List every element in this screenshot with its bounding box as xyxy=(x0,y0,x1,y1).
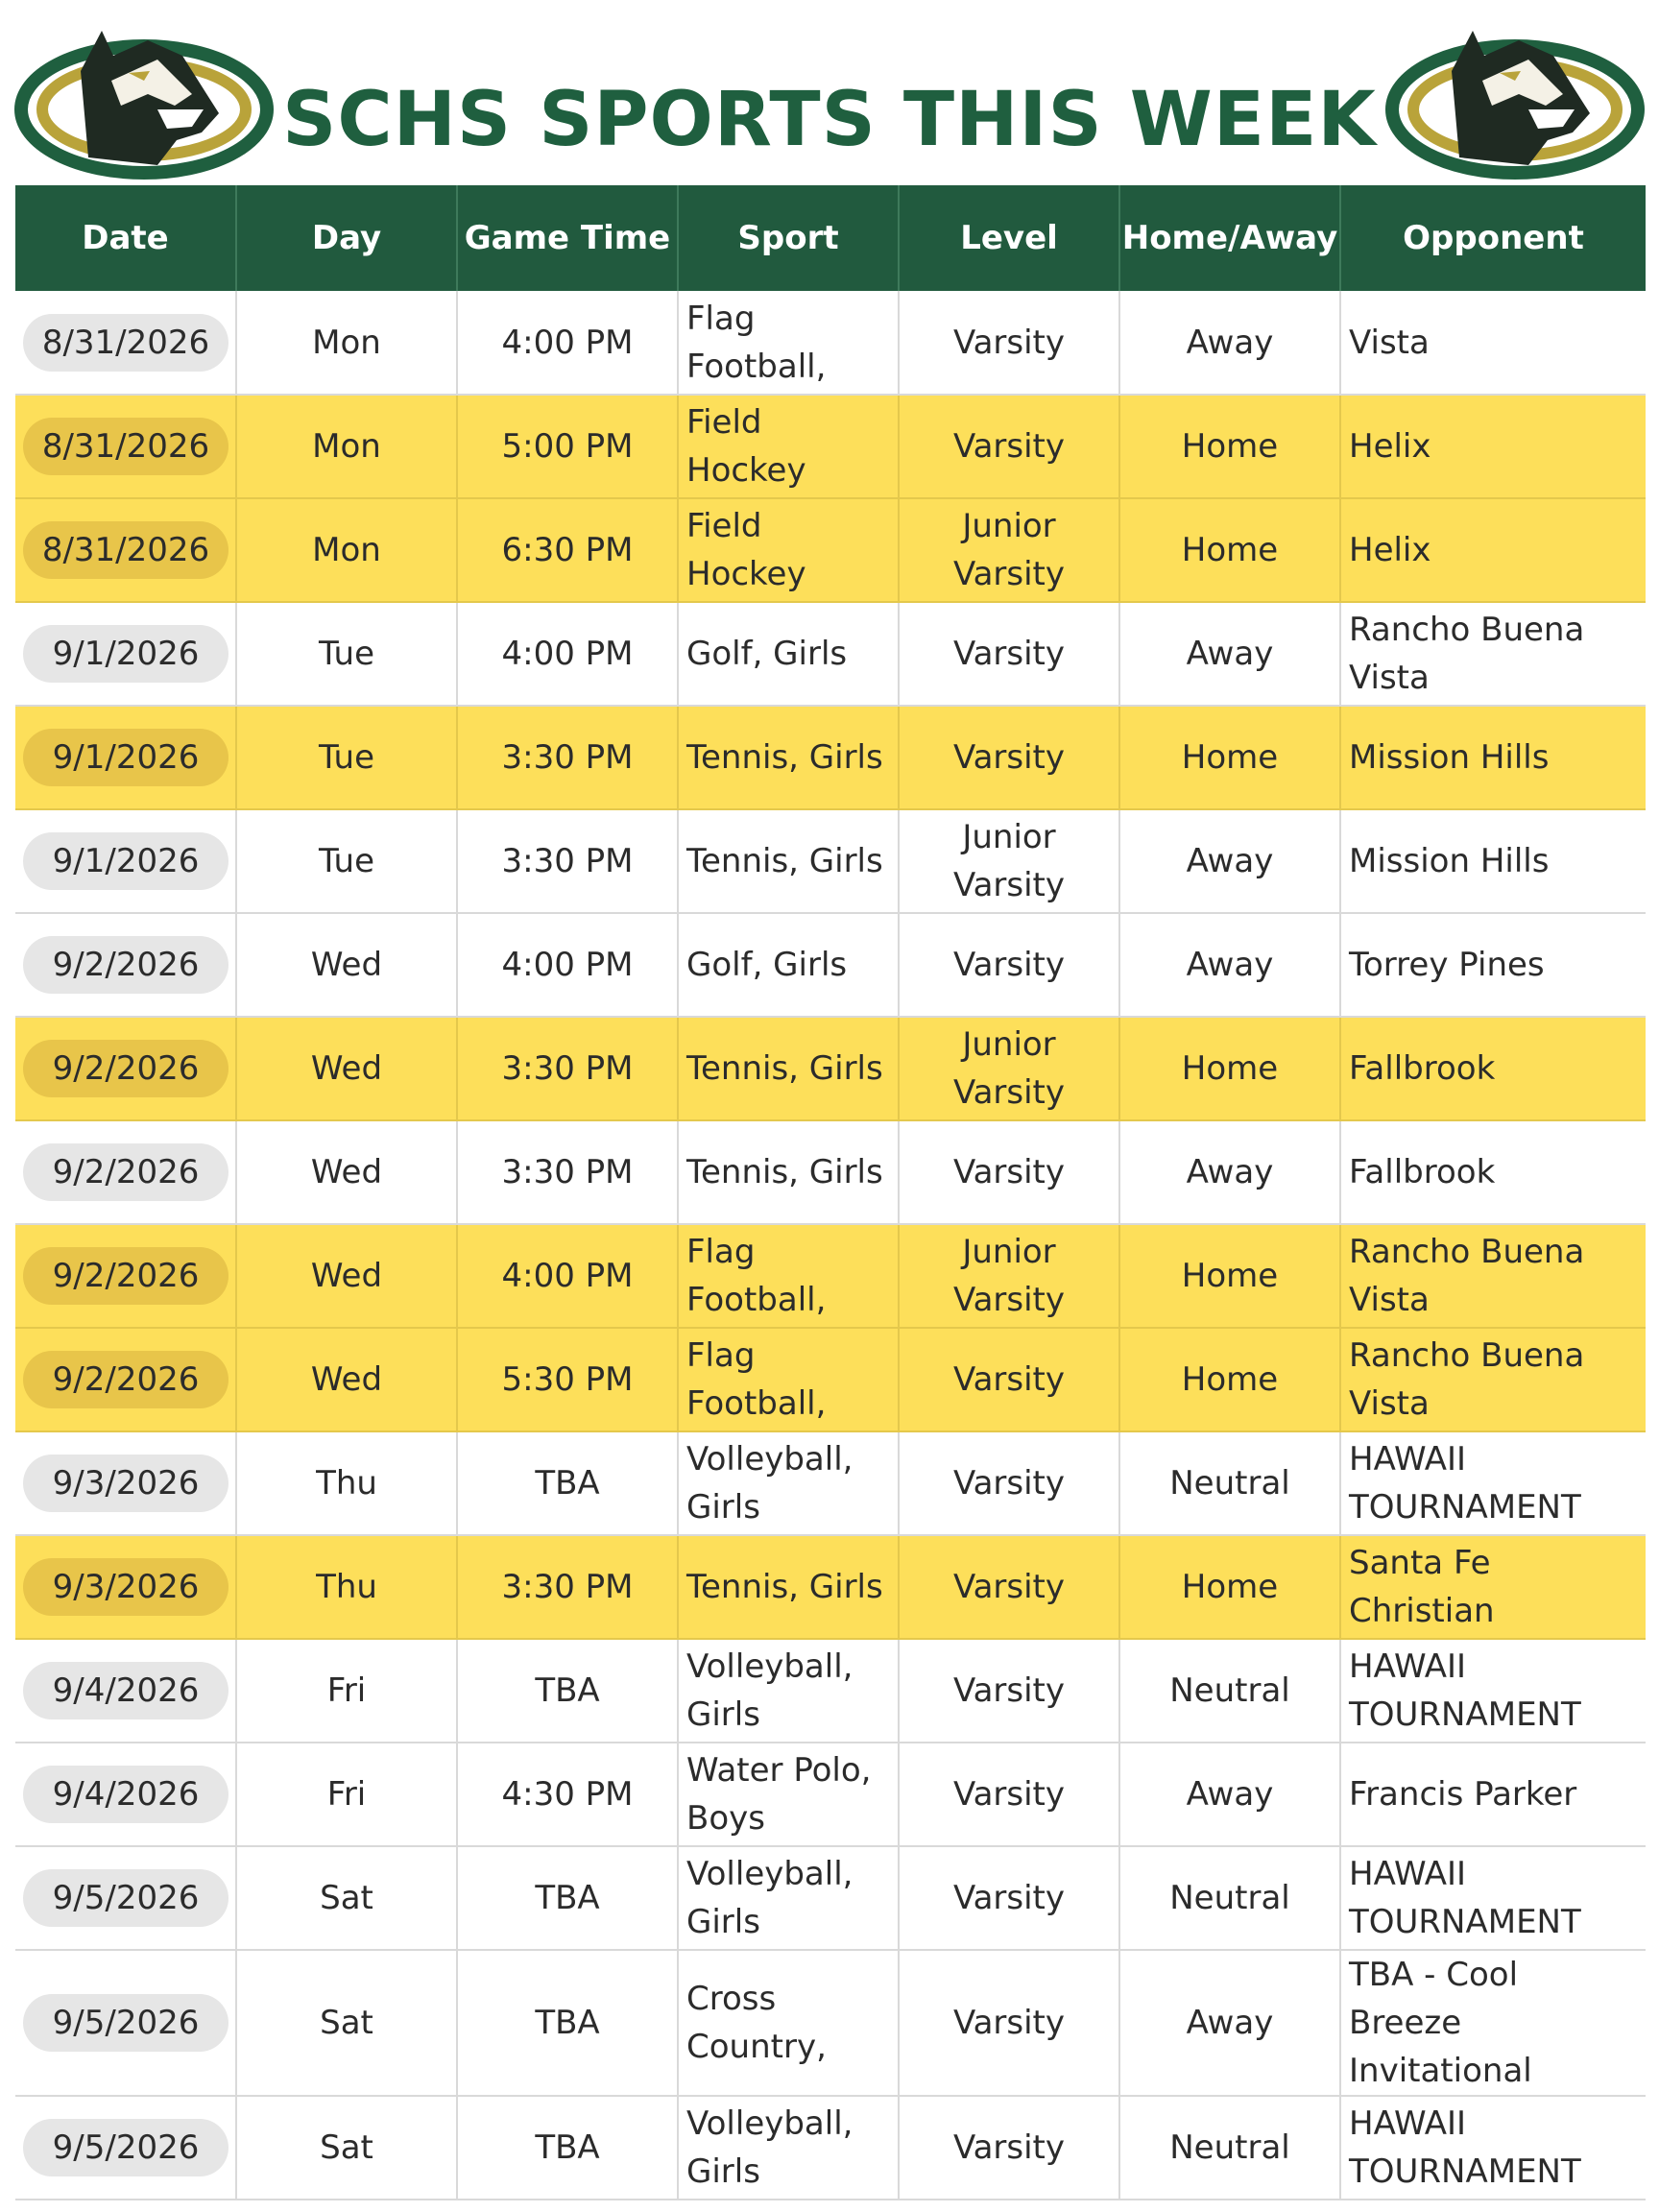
home-away-cell: Home xyxy=(1119,1017,1340,1120)
day-cell: Mon xyxy=(236,395,457,498)
game-time-cell: 4:00 PM xyxy=(457,291,678,395)
day-cell: Sat xyxy=(236,1846,457,1950)
table-row xyxy=(15,1328,1646,1431)
date-cell xyxy=(15,706,236,809)
home-away-cell: Away xyxy=(1119,1950,1340,2096)
sport-cell: Tennis, Girls xyxy=(678,1120,899,1224)
date-badge: 9/2/2026 xyxy=(23,1040,228,1097)
schedule-table xyxy=(15,185,1646,2200)
sport-cell: Water Polo, Boys xyxy=(678,1743,899,1846)
home-away-cell: Home xyxy=(1119,706,1340,809)
column-header-game-time: Game Time xyxy=(457,185,678,291)
home-away-cell: Away xyxy=(1119,809,1340,913)
date-badge: 9/3/2026 xyxy=(23,1558,228,1616)
date-badge: 9/5/2026 xyxy=(23,2119,228,2176)
game-time-cell: 5:00 PM xyxy=(457,395,678,498)
home-away-cell: Home xyxy=(1119,498,1340,602)
game-time-cell: TBA xyxy=(457,1639,678,1743)
column-header-sport: Sport xyxy=(678,185,899,291)
opponent-cell: Rancho Buena Vista xyxy=(1340,602,1646,706)
table-row xyxy=(15,913,1646,1017)
date-badge: 8/31/2026 xyxy=(23,521,228,579)
table-row xyxy=(15,2096,1646,2200)
day-cell: Mon xyxy=(236,291,457,395)
date-badge: 8/31/2026 xyxy=(23,418,228,475)
level-cell: Varsity xyxy=(899,1431,1119,1535)
date-cell xyxy=(15,395,236,498)
day-cell: Thu xyxy=(236,1535,457,1639)
opponent-cell: TBA - Cool Breeze Invitational xyxy=(1340,1950,1646,2096)
table-row xyxy=(15,395,1646,498)
home-away-cell: Neutral xyxy=(1119,1846,1340,1950)
day-cell: Wed xyxy=(236,1017,457,1120)
sport-cell: Golf, Girls xyxy=(678,602,899,706)
opponent-cell: Rancho Buena Vista xyxy=(1340,1224,1646,1328)
home-away-cell: Away xyxy=(1119,1120,1340,1224)
home-away-cell: Away xyxy=(1119,602,1340,706)
sport-cell: Flag Football, xyxy=(678,291,899,395)
date-cell xyxy=(15,1224,236,1328)
level-cell: Varsity xyxy=(899,1328,1119,1431)
home-away-cell: Home xyxy=(1119,395,1340,498)
column-header-level: Level xyxy=(899,185,1119,291)
day-cell: Tue xyxy=(236,706,457,809)
date-badge: 9/5/2026 xyxy=(23,1869,228,1927)
table-row xyxy=(15,1535,1646,1639)
date-badge: 9/2/2026 xyxy=(23,1351,228,1408)
date-cell xyxy=(15,1639,236,1743)
opponent-cell: Torrey Pines xyxy=(1340,913,1646,1017)
day-cell: Wed xyxy=(236,1224,457,1328)
date-badge: 9/1/2026 xyxy=(23,625,228,683)
table-row xyxy=(15,498,1646,602)
home-away-cell: Neutral xyxy=(1119,1431,1340,1535)
opponent-cell: Fallbrook xyxy=(1340,1120,1646,1224)
opponent-cell: Rancho Buena Vista xyxy=(1340,1328,1646,1431)
table-row xyxy=(15,1431,1646,1535)
date-badge: 9/1/2026 xyxy=(23,729,228,786)
date-cell xyxy=(15,291,236,395)
level-cell: Varsity xyxy=(899,602,1119,706)
sport-cell: Volleyball, Girls xyxy=(678,1639,899,1743)
opponent-cell: Mission Hills xyxy=(1340,809,1646,913)
date-cell xyxy=(15,1017,236,1120)
page-title: SCHS SPORTS THIS WEEK xyxy=(282,77,1377,163)
level-cell: Varsity xyxy=(899,1846,1119,1950)
opponent-cell: Santa Fe Christian xyxy=(1340,1535,1646,1639)
game-time-cell: 3:30 PM xyxy=(457,1535,678,1639)
sport-cell: Golf, Girls xyxy=(678,913,899,1017)
sport-cell: Field Hockey xyxy=(678,498,899,602)
column-header-day: Day xyxy=(236,185,457,291)
opponent-cell: Helix xyxy=(1340,498,1646,602)
game-time-cell: 3:30 PM xyxy=(457,809,678,913)
column-header-home-away: Home/Away xyxy=(1119,185,1340,291)
column-header-date: Date xyxy=(15,185,236,291)
table-row xyxy=(15,1846,1646,1950)
game-time-cell: TBA xyxy=(457,1846,678,1950)
game-time-cell: 4:00 PM xyxy=(457,602,678,706)
date-cell xyxy=(15,1328,236,1431)
date-cell xyxy=(15,1535,236,1639)
sport-cell: Volleyball, Girls xyxy=(678,1431,899,1535)
game-time-cell: 5:30 PM xyxy=(457,1328,678,1431)
level-cell: Varsity xyxy=(899,913,1119,1017)
opponent-cell: Francis Parker xyxy=(1340,1743,1646,1846)
table-row xyxy=(15,706,1646,809)
sport-cell: Flag Football, xyxy=(678,1328,899,1431)
game-time-cell: 3:30 PM xyxy=(457,706,678,809)
date-cell xyxy=(15,2096,236,2200)
page-header xyxy=(0,0,1659,187)
level-cell: Varsity xyxy=(899,1743,1119,1846)
table-row xyxy=(15,291,1646,395)
game-time-cell: TBA xyxy=(457,2096,678,2200)
opponent-cell: Mission Hills xyxy=(1340,706,1646,809)
date-badge: 9/2/2026 xyxy=(23,1143,228,1201)
table-row xyxy=(15,602,1646,706)
opponent-cell: HAWAII TOURNAMENT xyxy=(1340,1431,1646,1535)
day-cell: Tue xyxy=(236,602,457,706)
date-cell xyxy=(15,1431,236,1535)
level-cell: Varsity xyxy=(899,1535,1119,1639)
date-badge: 9/1/2026 xyxy=(23,832,228,890)
game-time-cell: TBA xyxy=(457,1431,678,1535)
level-cell: Varsity xyxy=(899,2096,1119,2200)
day-cell: Wed xyxy=(236,1120,457,1224)
date-badge: 9/2/2026 xyxy=(23,936,228,994)
sport-cell: Tennis, Girls xyxy=(678,809,899,913)
table-row xyxy=(15,1120,1646,1224)
sport-cell: Volleyball, Girls xyxy=(678,2096,899,2200)
cougar-logo-icon xyxy=(13,13,275,182)
table-row xyxy=(15,1224,1646,1328)
date-cell xyxy=(15,1743,236,1846)
day-cell: Thu xyxy=(236,1431,457,1535)
game-time-cell: 3:30 PM xyxy=(457,1120,678,1224)
level-cell: Junior Varsity xyxy=(899,1017,1119,1120)
home-away-cell: Home xyxy=(1119,1224,1340,1328)
home-away-cell: Neutral xyxy=(1119,1639,1340,1743)
opponent-cell: Vista xyxy=(1340,291,1646,395)
sport-cell: Tennis, Girls xyxy=(678,1017,899,1120)
sport-cell: Tennis, Girls xyxy=(678,1535,899,1639)
date-cell xyxy=(15,809,236,913)
home-away-cell: Home xyxy=(1119,1535,1340,1639)
date-cell xyxy=(15,498,236,602)
level-cell: Varsity xyxy=(899,1120,1119,1224)
level-cell: Varsity xyxy=(899,706,1119,809)
level-cell: Junior Varsity xyxy=(899,809,1119,913)
table-header-row xyxy=(15,185,1646,291)
date-cell xyxy=(15,913,236,1017)
column-header-opponent: Opponent xyxy=(1340,185,1646,291)
game-time-cell: 3:30 PM xyxy=(457,1017,678,1120)
day-cell: Sat xyxy=(236,1950,457,2096)
table-row xyxy=(15,1017,1646,1120)
date-badge: 9/5/2026 xyxy=(23,1994,228,2052)
date-badge: 8/31/2026 xyxy=(23,314,228,372)
home-away-cell: Away xyxy=(1119,1743,1340,1846)
sport-cell: Cross Country, xyxy=(678,1950,899,2096)
date-cell xyxy=(15,1120,236,1224)
opponent-cell: HAWAII TOURNAMENT xyxy=(1340,1846,1646,1950)
day-cell: Fri xyxy=(236,1639,457,1743)
level-cell: Junior Varsity xyxy=(899,498,1119,602)
home-away-cell: Neutral xyxy=(1119,2096,1340,2200)
day-cell: Tue xyxy=(236,809,457,913)
game-time-cell: 4:30 PM xyxy=(457,1743,678,1846)
sport-cell: Flag Football, xyxy=(678,1224,899,1328)
opponent-cell: HAWAII TOURNAMENT xyxy=(1340,1639,1646,1743)
date-badge: 9/4/2026 xyxy=(23,1766,228,1823)
table-row xyxy=(15,809,1646,913)
date-cell xyxy=(15,1950,236,2096)
level-cell: Varsity xyxy=(899,1950,1119,2096)
table-row xyxy=(15,1639,1646,1743)
sport-cell: Field Hockey xyxy=(678,395,899,498)
sport-cell: Tennis, Girls xyxy=(678,706,899,809)
opponent-cell: Helix xyxy=(1340,395,1646,498)
date-badge: 9/4/2026 xyxy=(23,1662,228,1719)
table-row xyxy=(15,1950,1646,2096)
game-time-cell: 6:30 PM xyxy=(457,498,678,602)
game-time-cell: 4:00 PM xyxy=(457,1224,678,1328)
date-badge: 9/2/2026 xyxy=(23,1247,228,1305)
level-cell: Varsity xyxy=(899,1639,1119,1743)
date-cell xyxy=(15,1846,236,1950)
day-cell: Wed xyxy=(236,913,457,1017)
day-cell: Fri xyxy=(236,1743,457,1846)
level-cell: Varsity xyxy=(899,395,1119,498)
opponent-cell: Fallbrook xyxy=(1340,1017,1646,1120)
date-cell xyxy=(15,602,236,706)
level-cell: Junior Varsity xyxy=(899,1224,1119,1328)
level-cell: Varsity xyxy=(899,291,1119,395)
day-cell: Wed xyxy=(236,1328,457,1431)
game-time-cell: TBA xyxy=(457,1950,678,2096)
sport-cell: Volleyball, Girls xyxy=(678,1846,899,1950)
cougar-logo-icon xyxy=(1384,13,1646,182)
home-away-cell: Away xyxy=(1119,291,1340,395)
date-badge: 9/3/2026 xyxy=(23,1455,228,1512)
day-cell: Mon xyxy=(236,498,457,602)
home-away-cell: Home xyxy=(1119,1328,1340,1431)
opponent-cell: HAWAII TOURNAMENT xyxy=(1340,2096,1646,2200)
day-cell: Sat xyxy=(236,2096,457,2200)
home-away-cell: Away xyxy=(1119,913,1340,1017)
game-time-cell: 4:00 PM xyxy=(457,913,678,1017)
table-row xyxy=(15,1743,1646,1846)
